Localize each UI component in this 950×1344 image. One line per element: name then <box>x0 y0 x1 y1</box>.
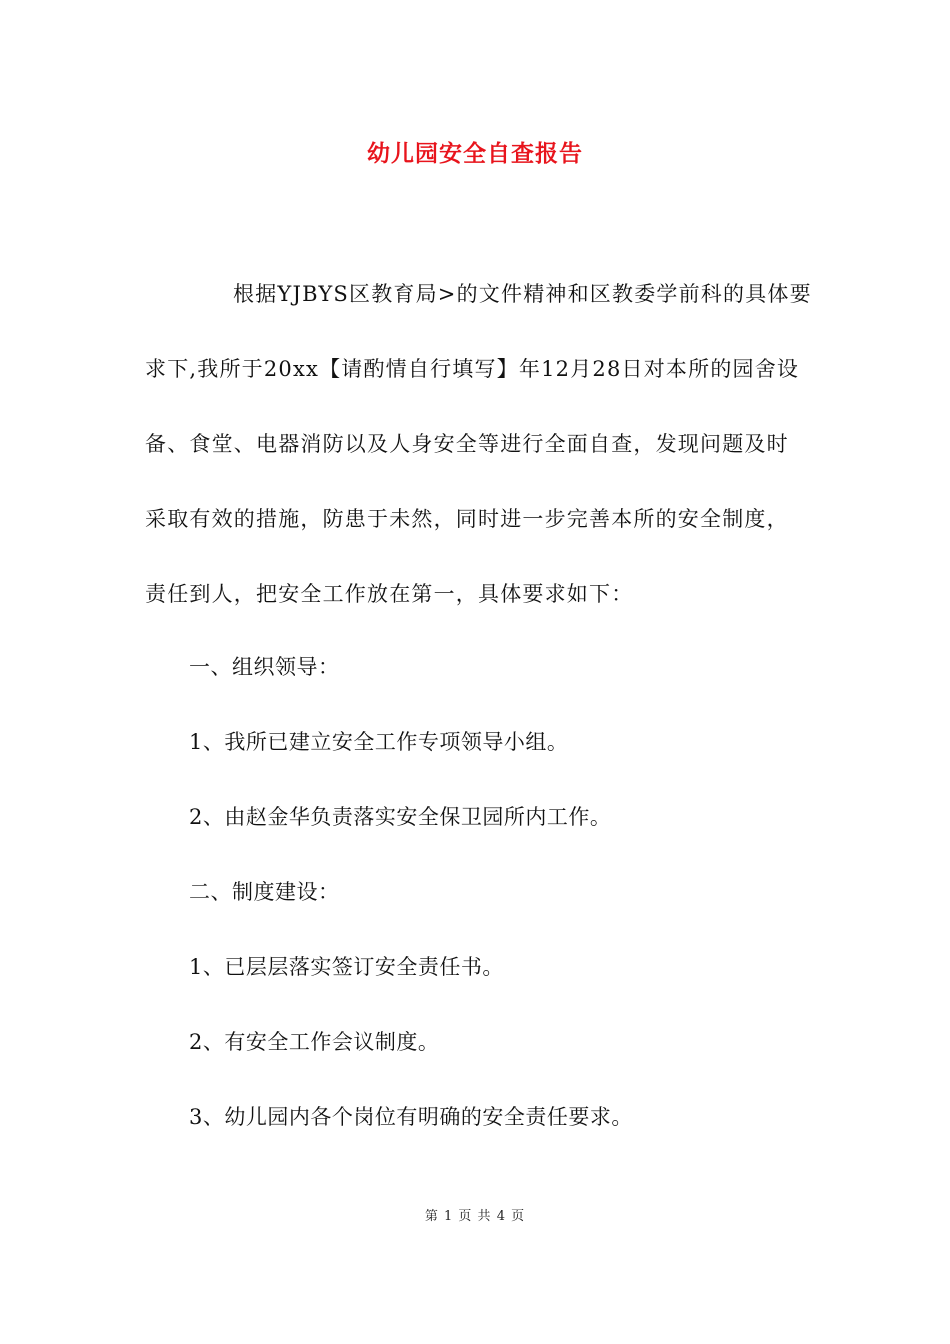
list-item: 1、已层层落实签订安全责任书。 <box>189 955 504 979</box>
section-list <box>189 650 829 1175</box>
list-item: 2、有安全工作会议制度。 <box>189 1030 440 1054</box>
intro-line: 备、食堂、电器消防以及人身安全等进行全面自查，发现问题及时 <box>145 432 789 456</box>
section-heading-organization: 一、组织领导： <box>189 655 340 679</box>
section-heading-system: 二、制度建设： <box>189 880 340 904</box>
page-number-footer: 第 1 页 共 4 页 <box>424 1209 526 1224</box>
intro-line: 根据YJBYS区教育局>的文件精神和区教委学前科的具体要 <box>233 282 812 306</box>
list-item: 1、我所已建立安全工作专项领导小组。 <box>189 730 569 754</box>
intro-paragraph <box>145 277 812 652</box>
list-item: 3、幼儿园内各个岗位有明确的安全责任要求。 <box>189 1105 633 1129</box>
intro-line: 采取有效的措施，防患于未然，同时进一步完善本所的安全制度， <box>145 507 789 531</box>
list-item: 2、由赵金华负责落实安全保卫园所内工作。 <box>189 805 612 829</box>
document-title: 幼儿园安全自查报告 <box>367 140 583 167</box>
intro-line: 责任到人，把安全工作放在第一，具体要求如下： <box>145 582 634 606</box>
intro-line: 求下,我所于20xx【请酌情自行填写】年12月28日对本所的园舍设 <box>145 357 800 381</box>
